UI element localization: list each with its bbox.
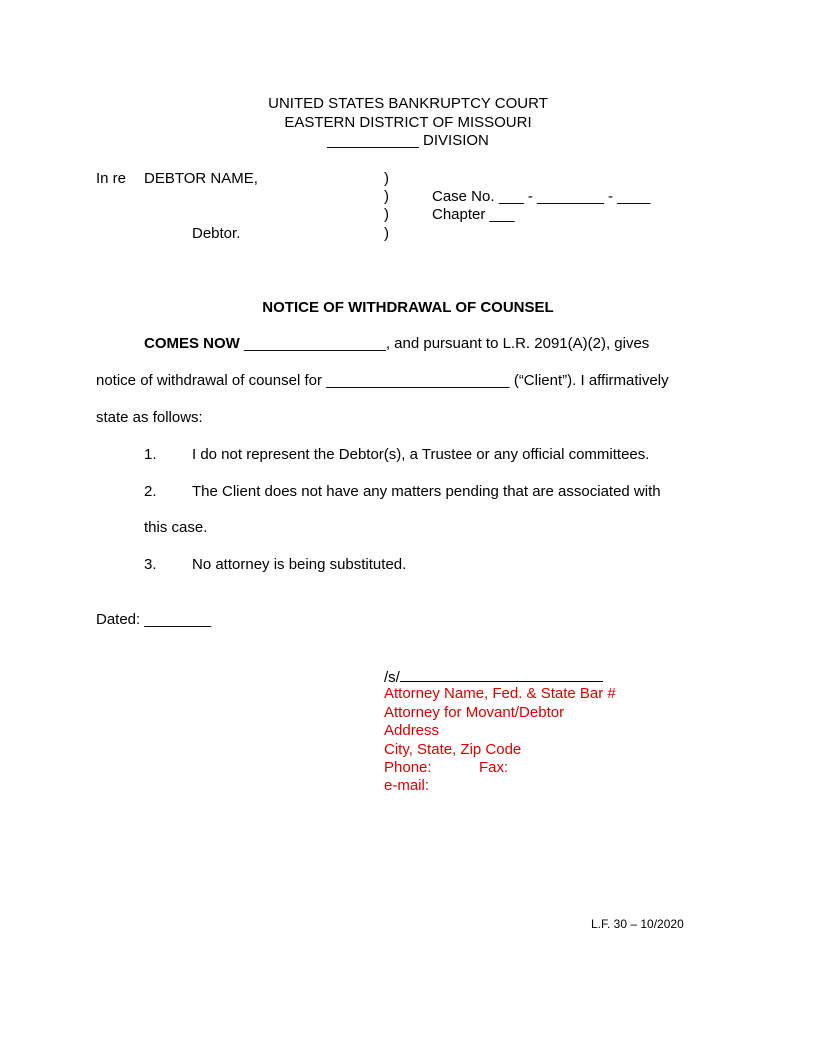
comes-now: COMES NOW [144,335,240,352]
attorney-fax: Fax: [479,759,509,776]
caption-paren: ) [384,225,389,242]
item-text: No attorney is being substituted. [192,556,407,573]
body-line1-rest: _________________, and pursuant to L.R. 2091(A)(2), gives [239,335,650,352]
attorney-address: Address [384,722,440,739]
signature-prefix: /s/ [384,669,400,686]
attorney-city: City, State, Zip Code [384,741,522,758]
signature-underline [400,667,603,682]
item-number: 1. [144,446,157,463]
debtor-label: Debtor. [192,225,241,242]
caption-paren: ) [384,206,389,223]
item-text: The Client does not have any matters pending that are associated with [192,483,661,500]
debtor-name: DEBTOR NAME, [144,170,258,187]
attorney-for: Attorney for Movant/Debtor [384,704,565,721]
item-number: 3. [144,556,157,573]
item-text: I do not represent the Debtor(s), a Trustee or any official committees. [192,446,650,463]
attorney-phone: Phone: [384,759,432,776]
caption-paren: ) [384,170,389,187]
court-district: EASTERN DISTRICT OF MISSOURI [284,114,532,131]
form-number: L.F. 30 – 10/2020 [591,917,684,931]
dated-line: Dated: ________ [96,611,212,628]
caption-paren: ) [384,188,389,205]
body-paragraph-line2: notice of withdrawal of counsel for ______________________ (“Client”). I affirmatively [96,372,669,389]
body-paragraph-line3: state as follows: [96,409,203,426]
item-number: 2. [144,483,157,500]
attorney-email: e-mail: [384,777,430,794]
court-division: ___________ DIVISION [327,132,489,149]
signature-line [384,667,603,687]
item-text-continued: this case. [144,519,208,536]
body-paragraph-line1 [144,335,649,353]
attorney-name: Attorney Name, Fed. & State Bar # [384,685,616,702]
court-name: UNITED STATES BANKRUPTCY COURT [268,95,548,112]
chapter-number: Chapter ___ [432,206,515,223]
document-title: NOTICE OF WITHDRAWAL OF COUNSEL [262,299,554,316]
in-re-label: In re [96,170,127,187]
case-number: Case No. ___ - ________ - ____ [432,188,651,205]
